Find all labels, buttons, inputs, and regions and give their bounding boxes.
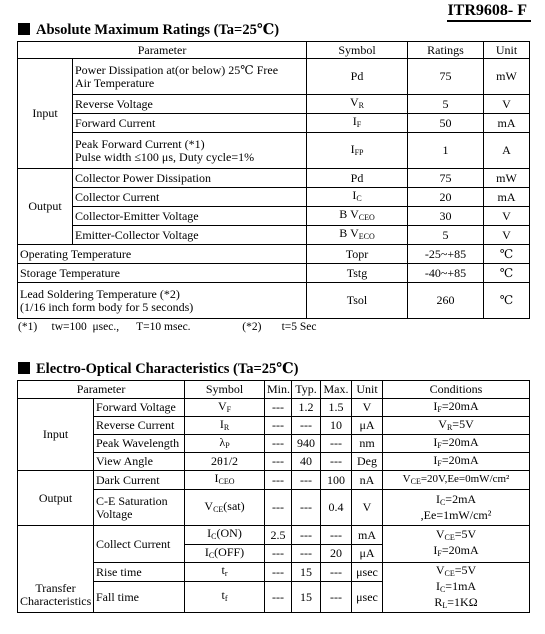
typ-cell: 15 (292, 563, 321, 582)
max-cell: 1.5 (321, 399, 352, 417)
param-cell: Storage Temperature (18, 264, 307, 283)
conditions-cell: $I_F=20mA$ (383, 435, 530, 453)
unit-cell: ℃ (484, 264, 530, 283)
section-bullet-icon (18, 23, 30, 35)
typ-cell: 40 (292, 453, 321, 471)
symbol-cell: Topr (307, 245, 408, 264)
header-symbol: Symbol (185, 381, 265, 399)
eo-table (17, 380, 530, 613)
table-row (18, 133, 530, 169)
conditions-cell: $I_F=20mA$ (383, 453, 530, 471)
symbol-cell: $I_F$ (307, 114, 408, 133)
symbol-cell: Tstg (307, 264, 408, 283)
table-row (18, 399, 530, 417)
param-cell: Forward Current (73, 114, 307, 133)
symbol-cell: $V_F$ (185, 399, 265, 417)
unit-cell: nm (352, 435, 383, 453)
table-row (18, 453, 530, 471)
abs-max-title: Absolute Maximum Ratings (Ta=25℃) (18, 21, 279, 39)
table-row (18, 188, 530, 207)
table-row (18, 207, 530, 226)
table-row (18, 95, 530, 114)
max-cell: 20 (321, 545, 352, 563)
conditions-cell: $V_{CE}=20V,Ee=0mW$/cm² (383, 471, 530, 490)
unit-cell: mA (484, 114, 530, 133)
min-cell: --- (265, 399, 292, 417)
header-max: Max. (321, 381, 352, 399)
typ-cell: 15 (292, 582, 321, 613)
min-cell: --- (265, 545, 292, 563)
rating-cell: 30 (408, 207, 484, 226)
unit-cell: μA (352, 417, 383, 435)
typ-cell: --- (292, 417, 321, 435)
header-parameter: Parameter (18, 42, 307, 59)
param-cell: Fall time (94, 582, 185, 613)
typ-cell: --- (292, 545, 321, 563)
min-cell: --- (265, 490, 292, 526)
header-min: Min. (265, 381, 292, 399)
symbol-cell: 2θ1/2 (185, 453, 265, 471)
typ-cell: --- (292, 490, 321, 526)
unit-cell: A (484, 133, 530, 169)
unit-cell: μsec (352, 582, 383, 613)
table-row (18, 490, 530, 526)
table-row (18, 563, 530, 582)
param-cell: Forward Voltage (94, 399, 185, 417)
unit-cell: mW (484, 169, 530, 188)
symbol-cell: $\lambda_P$ (185, 435, 265, 453)
unit-cell: ℃ (484, 283, 530, 319)
header-unit: Unit (484, 42, 530, 59)
unit-cell: V (352, 490, 383, 526)
unit-cell: μA (352, 545, 383, 563)
table-row (18, 471, 530, 490)
unit-cell: mA (352, 526, 383, 545)
rating-cell: 75 (408, 59, 484, 95)
unit-cell: ℃ (484, 245, 530, 264)
param-cell: Dark Current (94, 471, 185, 490)
footnote: (*1) tw=100 μsec., T=10 msec. (*2) t=5 Sec (18, 321, 317, 333)
unit-cell: nA (352, 471, 383, 490)
header-unit: Unit (352, 381, 383, 399)
table-row (18, 226, 530, 245)
conditions-cell: $I_F=20mA$ (383, 399, 530, 417)
min-cell: --- (265, 582, 292, 613)
param-cell: Emitter-Collector Voltage (73, 226, 307, 245)
max-cell: --- (321, 563, 352, 582)
max-cell: --- (321, 435, 352, 453)
param-cell: Operating Temperature (18, 245, 307, 264)
rating-cell: 5 (408, 95, 484, 114)
rating-cell: 50 (408, 114, 484, 133)
unit-cell: mW (484, 59, 530, 95)
param-cell: Reverse Current (94, 417, 185, 435)
max-cell: 0.4 (321, 490, 352, 526)
min-cell: --- (265, 417, 292, 435)
param-cell: Lead Soldering Temperature (*2) (1/16 inch form body for 5 seconds) (18, 283, 307, 319)
rating-cell: 5 (408, 226, 484, 245)
symbol-cell: Tsol (307, 283, 408, 319)
rating-cell: 260 (408, 283, 484, 319)
param-cell: Collector-Emitter Voltage (73, 207, 307, 226)
typ-cell: 1.2 (292, 399, 321, 417)
symbol-cell: $t_f$ (185, 582, 265, 613)
symbol-cell: $I_C(OFF)$ (185, 545, 265, 563)
min-cell: --- (265, 453, 292, 471)
param-cell: Reverse Voltage (73, 95, 307, 114)
conditions-cell: $V_{CE}=5V$ $I_C=1mA$ $R_L=1K\Omega$ (383, 563, 530, 613)
header-parameter: Parameter (18, 381, 185, 399)
max-cell: 100 (321, 471, 352, 490)
symbol-cell: Pd (307, 169, 408, 188)
min-cell: --- (265, 563, 292, 582)
unit-cell: Deg (352, 453, 383, 471)
min-cell: 2.5 (265, 526, 292, 545)
table-row (18, 169, 530, 188)
rating-cell: 20 (408, 188, 484, 207)
header-ratings: Ratings (408, 42, 484, 59)
param-cell: Rise time (94, 563, 185, 582)
rating-cell: -25~+85 (408, 245, 484, 264)
max-cell: --- (321, 453, 352, 471)
min-cell: --- (265, 435, 292, 453)
symbol-cell: $I_{CEO}$ (185, 471, 265, 490)
max-cell: --- (321, 582, 352, 613)
symbol-cell: Pd (307, 59, 408, 95)
abs-max-table (17, 41, 530, 319)
table-header (18, 42, 530, 59)
symbol-cell: $V_{CE}(sat)$ (185, 490, 265, 526)
unit-cell: V (352, 399, 383, 417)
group-input: Input (18, 399, 94, 471)
unit-cell: V (484, 207, 530, 226)
group-transfer: Transfer Characteristics (18, 526, 94, 613)
unit-cell: V (484, 226, 530, 245)
max-cell: 10 (321, 417, 352, 435)
header-symbol: Symbol (307, 42, 408, 59)
rating-cell: -40~+85 (408, 264, 484, 283)
symbol-cell: B $V_{CEO}$ (307, 207, 408, 226)
param-cell: C-E Saturation Voltage (94, 490, 185, 526)
group-input: Input (18, 59, 73, 169)
min-cell: --- (265, 471, 292, 490)
symbol-cell: $I_R$ (185, 417, 265, 435)
conditions-cell: $V_{CE}=5V$ $I_F=20mA$ (383, 526, 530, 563)
unit-cell: V (484, 95, 530, 114)
conditions-cell: $V_R=5V$ (383, 417, 530, 435)
typ-cell: --- (292, 471, 321, 490)
symbol-cell: $I_C(ON)$ (185, 526, 265, 545)
param-cell: Peak Wavelength (94, 435, 185, 453)
unit-cell: μsec (352, 563, 383, 582)
param-cell: Collector Current (73, 188, 307, 207)
table-row (18, 59, 530, 95)
param-cell: Collector Power Dissipation (73, 169, 307, 188)
param-cell: View Angle (94, 453, 185, 471)
document-id: ITR9608- F (447, 2, 531, 22)
table-row (18, 283, 530, 319)
param-cell: Collect Current (94, 526, 185, 563)
max-cell: --- (321, 526, 352, 545)
symbol-cell: $t_r$ (185, 563, 265, 582)
section-bullet-icon (18, 362, 30, 374)
table-row (18, 435, 530, 453)
param-cell: Peak Forward Current (*1) Pulse width ≤100 μs, Duty cycle=1% (73, 133, 307, 169)
symbol-cell: $V_R$ (307, 95, 408, 114)
eo-title: Electro-Optical Characteristics (Ta=25℃) (18, 360, 298, 378)
table-header (18, 381, 530, 399)
rating-cell: 1 (408, 133, 484, 169)
table-row (18, 417, 530, 435)
symbol-cell: $I_{FP}$ (307, 133, 408, 169)
table-row (18, 114, 530, 133)
group-output: Output (18, 471, 94, 526)
typ-cell: --- (292, 526, 321, 545)
param-cell: Power Dissipation at(or below) 25℃ Free Air Temperature (73, 59, 307, 95)
conditions-cell: $I_C=2mA$ ,Ee=1mW/cm² (383, 490, 530, 526)
table-row (18, 245, 530, 264)
table-row (18, 526, 530, 545)
table-row (18, 264, 530, 283)
header-typ: Typ. (292, 381, 321, 399)
symbol-cell: $I_C$ (307, 188, 408, 207)
group-output: Output (18, 169, 73, 245)
unit-cell: mA (484, 188, 530, 207)
header-conditions: Conditions (383, 381, 530, 399)
typ-cell: 940 (292, 435, 321, 453)
symbol-cell: B $V_{ECO}$ (307, 226, 408, 245)
rating-cell: 75 (408, 169, 484, 188)
